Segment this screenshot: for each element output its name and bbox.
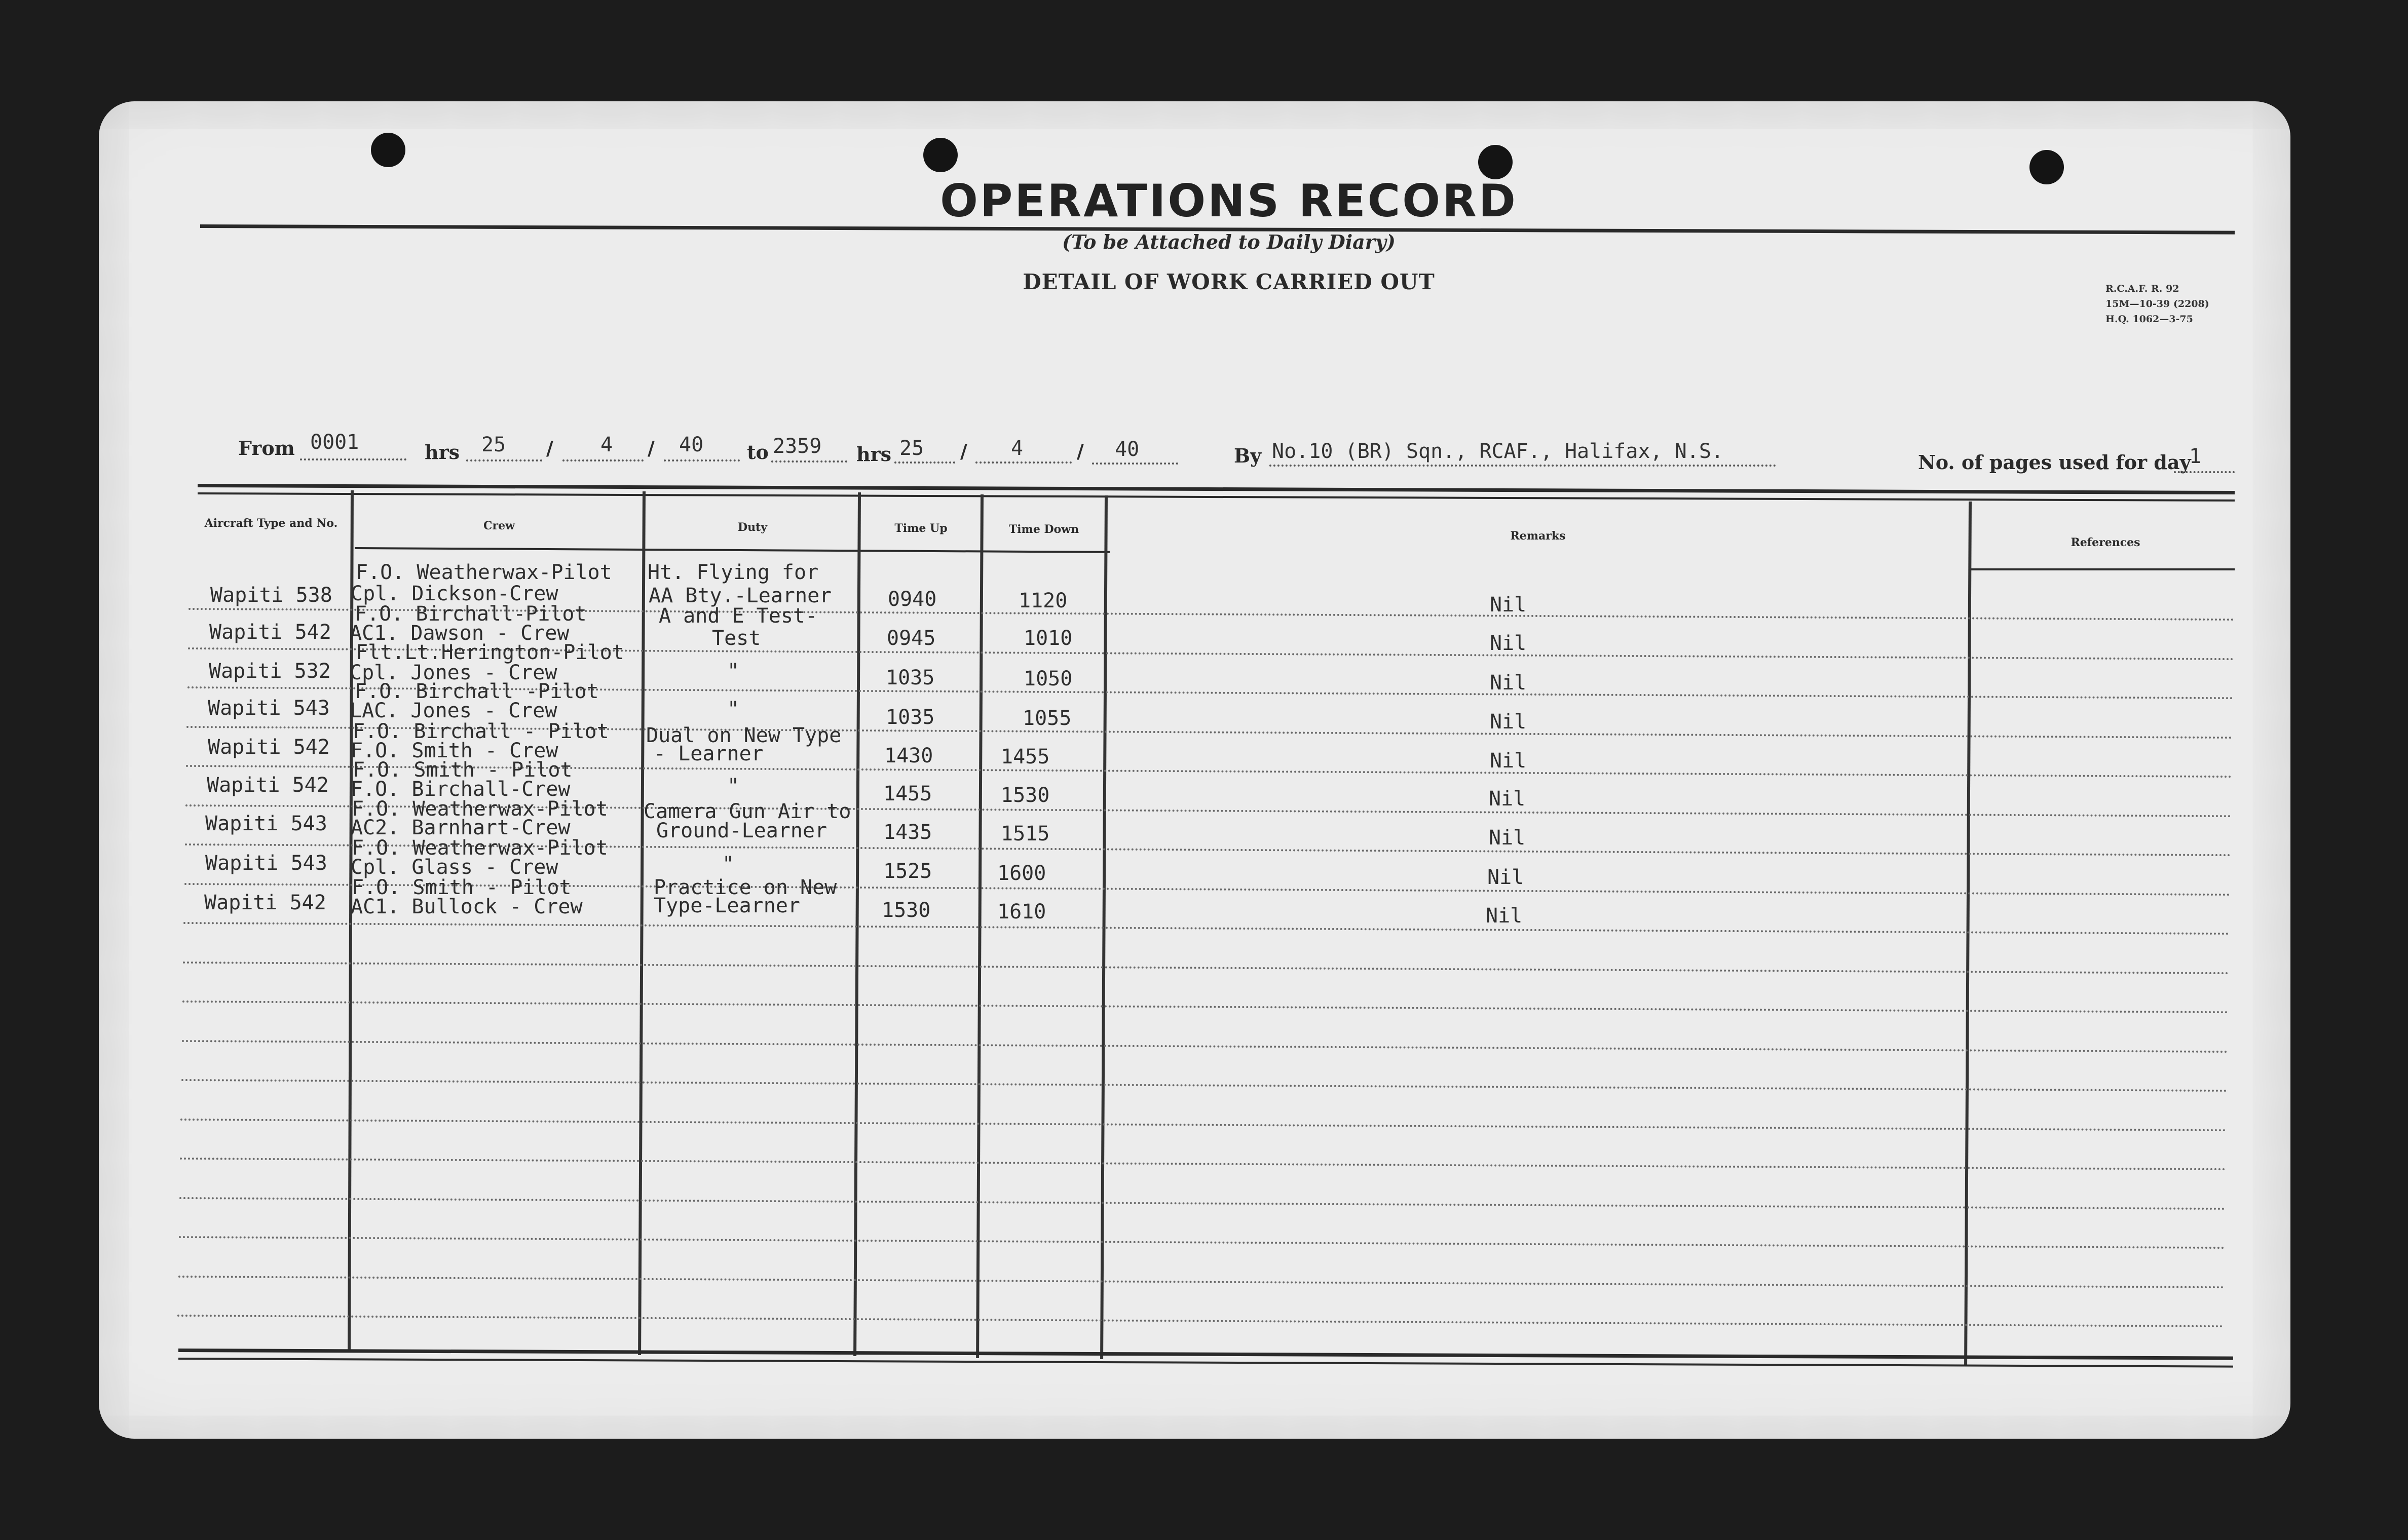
to-year: 40 — [1115, 438, 1140, 461]
time-up-cell: 1035 — [886, 666, 935, 689]
crew-pilot-cell: F.O. Birchall-Pilot — [355, 602, 587, 626]
punch-hole-3 — [1478, 145, 1513, 179]
crew-member-cell: LAC. Jones - Crew — [350, 699, 557, 722]
duty-line-1: Dual on New Type — [646, 724, 842, 747]
crew-member-cell: AC2. Barnhart-Crew — [351, 816, 571, 839]
from-time: 0001 — [310, 431, 359, 454]
duty-line-2: " — [727, 698, 740, 721]
time-down-cell: 1050 — [1024, 667, 1073, 690]
duty-line-1: A and E Test- — [659, 604, 818, 628]
crew-member-cell: AC1. Bullock - Crew — [351, 895, 583, 918]
pages-value: 1 — [2189, 445, 2202, 468]
time-up-cell: 0945 — [887, 627, 936, 650]
crew-member-cell: Cpl. Jones - Crew — [350, 661, 557, 684]
time-down-cell: 1600 — [997, 862, 1046, 885]
from-day: 25 — [481, 433, 506, 456]
time-up-cell: 1525 — [883, 860, 932, 883]
punch-hole-4 — [2029, 150, 2064, 184]
remarks-cell: Nil — [1489, 826, 1526, 850]
col-head-remarks: Remarks — [1510, 529, 1566, 543]
from-year: 40 — [679, 433, 704, 456]
by-label: By — [1234, 444, 1262, 467]
duty-line-2: " — [727, 775, 740, 798]
time-down-cell: 1455 — [1001, 745, 1050, 768]
crew-pilot-cell: Flt.Lt.Herington-Pilot — [356, 641, 624, 664]
aircraft-cell: Wapiti 543 — [205, 852, 327, 875]
time-down-cell: 1120 — [1019, 589, 1068, 612]
crew-pilot-cell: F.O. Smith - Pilot — [353, 758, 573, 782]
duty-line-2: Type-Learner — [654, 894, 800, 917]
hrs-label-2: hrs — [856, 443, 892, 466]
aircraft-cell: Wapiti 542 — [209, 621, 331, 644]
unit-name: No.10 (BR) Sqn., RCAF., Halifax, N.S. — [1272, 440, 1724, 463]
remarks-cell: Nil — [1490, 671, 1527, 695]
to-label: to — [747, 441, 769, 464]
remarks-cell: Nil — [1489, 787, 1526, 811]
form-title: OPERATIONS RECORD — [940, 175, 1518, 227]
duty-line-1: Practice on New — [654, 876, 837, 899]
crew-member-cell: Cpl. Glass - Crew — [351, 856, 558, 879]
aircraft-cell: Wapiti 532 — [209, 660, 331, 683]
to-month: 4 — [1011, 437, 1024, 460]
hrs-label-1: hrs — [425, 441, 460, 464]
time-up-cell: 1455 — [883, 782, 932, 805]
punch-hole-2 — [923, 138, 958, 172]
time-down-cell: 1055 — [1023, 707, 1072, 730]
time-down-cell: 1610 — [997, 900, 1046, 923]
crew-pilot-cell: F.O. Weatherwax-Pilot — [352, 797, 608, 821]
remarks-cell: Nil — [1490, 593, 1527, 617]
from-month: 4 — [600, 433, 613, 456]
form-reference: R.C.A.F. R. 92 15M—10-39 (2208) H.Q. 1062—3-75 — [2105, 283, 2209, 325]
col-head-crew: Crew — [483, 519, 515, 532]
crew-member-cell: Cpl. Dickson-Crew — [351, 582, 558, 605]
duty-line-1: Camera Gun Air to — [644, 800, 851, 823]
crew-pilot-cell: F.O. Birchall - Pilot — [353, 720, 609, 743]
col-head-references: References — [2071, 536, 2140, 549]
aircraft-cell: Wapiti 542 — [207, 774, 329, 797]
time-up-cell: 1035 — [886, 706, 935, 729]
crew-member-cell: F.O. Smith - Crew — [351, 739, 558, 762]
time-up-cell: 0940 — [888, 588, 937, 611]
duty-line-2: Test — [712, 627, 761, 650]
remarks-cell: Nil — [1490, 710, 1527, 734]
duty-line-1: Ht. Flying for — [648, 561, 819, 584]
duty-line-2: AA Bty.-Learner — [649, 584, 832, 607]
crew-pilot-cell: F.O. Weatherwax-Pilot — [352, 836, 608, 860]
aircraft-cell: Wapiti 543 — [205, 812, 327, 835]
col-head-aircraft: Aircraft Type and No. — [204, 517, 338, 530]
section-title: DETAIL OF WORK CARRIED OUT — [1023, 270, 1435, 294]
duty-line-2: " — [722, 853, 735, 876]
remarks-cell: Nil — [1490, 632, 1527, 655]
crew-member-cell: F.O. Birchall-Crew — [351, 778, 571, 801]
aircraft-cell: Wapiti 538 — [210, 584, 332, 607]
crew-pilot-cell: F.O. Smith - Pilot — [352, 876, 572, 899]
time-down-cell: 1530 — [1001, 784, 1050, 807]
remarks-cell: Nil — [1486, 904, 1523, 928]
remarks-cell: Nil — [1490, 749, 1527, 773]
to-time: 2359 — [773, 435, 822, 458]
form-subtitle: (To be Attached to Daily Diary) — [1062, 230, 1396, 253]
col-head-time-up: Time Up — [894, 522, 948, 535]
duty-line-2: - Learner — [654, 742, 764, 765]
aircraft-cell: Wapiti 543 — [208, 697, 330, 720]
col-head-time-down: Time Down — [1008, 523, 1079, 536]
col-head-duty: Duty — [737, 521, 768, 534]
time-down-cell: 1515 — [1001, 822, 1050, 845]
duty-line-2: Ground-Learner — [656, 819, 827, 842]
crew-member-cell: AC1. Dawson - Crew — [350, 622, 570, 645]
to-day: 25 — [899, 437, 924, 460]
punch-hole-1 — [371, 133, 405, 167]
aircraft-cell: Wapiti 542 — [208, 736, 330, 759]
remarks-cell: Nil — [1487, 866, 1524, 889]
time-up-cell: 1435 — [883, 821, 932, 844]
time-up-cell: 1530 — [882, 899, 931, 922]
crew-pilot-cell: F.O. Weatherwax-Pilot — [356, 561, 612, 584]
time-up-cell: 1430 — [884, 744, 933, 767]
time-down-cell: 1010 — [1024, 627, 1073, 650]
aircraft-cell: Wapiti 542 — [204, 891, 326, 914]
pages-label: No. of pages used for day — [1918, 451, 2191, 474]
from-label: From — [238, 437, 295, 459]
crew-pilot-cell: F.O. Birchall -Pilot — [355, 680, 599, 703]
duty-line-2: " — [727, 660, 740, 683]
